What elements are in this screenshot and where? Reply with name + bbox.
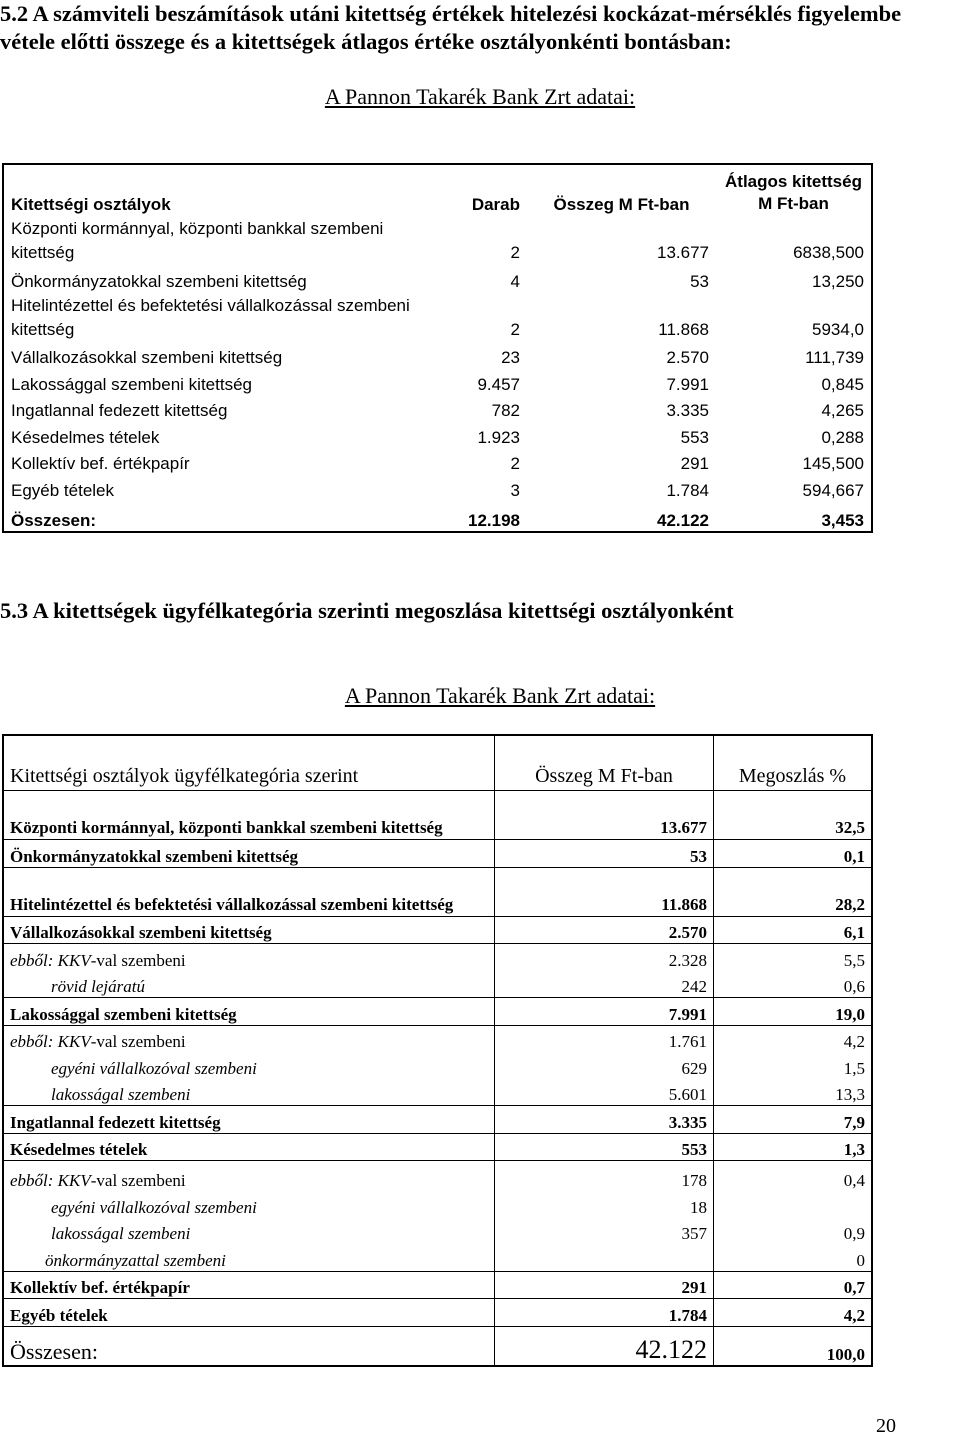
table-header-row [3,735,872,791]
row-label: egyéni vállalkozóval szembeni [3,1052,495,1079]
row-label-rest: -val szembeni [90,950,186,970]
row-amount: 178 [495,1161,714,1192]
row-amount: 18 [495,1191,714,1218]
row-average: 0,845 [821,374,864,394]
row-amount: 1.761 [495,1025,714,1052]
table-row [3,971,872,998]
row-label [3,1025,495,1052]
row-average: 111,739 [805,348,864,367]
row-count: 2 [510,243,520,262]
table-row [3,1244,872,1271]
row-count: 2 [510,319,520,339]
row-share: 19,0 [714,998,873,1026]
row-share: 0,7 [714,1271,873,1299]
section-heading-5-2: 5.2 A számviteli beszámítások utáni kitettség értékek hitelezési kockázat-mérséklés figyelembe vétele előtti összege és a kitettségek átlagos értéke osztályonkénti bontásban: [0,1,902,54]
row-label: Központi kormánnyal, központi bankkal szembeni kitettség [11,219,384,262]
row-label: Késedelmes tételek [11,427,160,447]
row-share [714,1191,873,1218]
total-amount: 42.122 [495,1326,714,1366]
table-row [3,1106,872,1134]
row-amount: 13.677 [657,243,709,262]
table-row [3,1191,872,1218]
page-number: 20 [876,1415,896,1437]
section-subtitle-5-3: A Pannon Takarék Bank Zrt adatai: [344,683,656,708]
row-label: Önkormányzatokkal szembeni kitettség [3,840,495,868]
total-count: 12.198 [468,510,520,530]
row-share: 0,4 [714,1161,873,1192]
row-average: 4,265 [821,401,864,420]
row-label: Központi kormánnyal, központi bankkal szembeni kitettség [3,791,495,840]
row-share: 4,2 [714,1025,873,1052]
row-amount: 291 [680,454,709,473]
row-average: 594,667 [802,480,864,500]
row-average: 6838,500 [793,243,864,262]
row-average: 145,500 [802,454,864,473]
row-amount: 291 [495,1271,714,1299]
row-label: Vállalkozásokkal szembeni kitettség [11,348,283,367]
table-row [3,1025,872,1052]
exposure-by-client-category-table [2,734,873,1367]
row-label-rest: -val szembeni [90,1171,186,1190]
row-count: 2 [510,454,520,473]
row-share: 7,9 [714,1106,873,1134]
row-label: Lakossággal szembeni kitettség [11,374,252,394]
row-amount: 2.570 [666,348,709,367]
total-row [3,1326,872,1366]
row-label-italic: ebből: KKV [10,1171,91,1190]
row-share: 1,5 [714,1052,873,1079]
row-share: 0 [714,1244,873,1271]
col-header-average: Átlagos kitettség M Ft-ban [725,172,862,213]
row-label: Lakossággal szembeni kitettség [3,998,495,1026]
table-row [3,215,872,265]
row-amount: 11.868 [658,319,709,339]
row-share: 0,1 [714,840,873,868]
row-amount: 53 [495,840,714,868]
row-label: Hitelintézettel és befektetési vállalkozással szembeni kitettség [11,295,410,339]
table-row [3,1161,872,1192]
row-count: 9.457 [477,374,520,394]
col-header-amount: Összeg M Ft-ban [495,735,714,791]
row-amount: 1.784 [495,1299,714,1327]
table-row [3,998,872,1026]
row-share: 1,3 [714,1133,873,1161]
row-label [3,944,495,971]
row-amount: 242 [495,971,714,998]
col-header-count: Darab [471,195,520,214]
row-label: Ingatlannal fedezett kitettség [11,401,228,420]
table-row [3,840,872,868]
row-amount: 2.570 [495,916,714,944]
row-share: 4,2 [714,1299,873,1327]
table-row [3,448,872,475]
row-amount: 553 [680,427,709,447]
row-label: Ingatlannal fedezett kitettség [3,1106,495,1134]
row-share: 5,5 [714,944,873,971]
row-amount: 7.991 [666,374,709,394]
total-label: Összesen: [11,510,97,530]
row-label: Vállalkozásokkal szembeni kitettség [3,916,495,944]
row-share: 13,3 [714,1079,873,1106]
table-row [3,1133,872,1161]
row-amount: 3.335 [666,401,709,420]
table-row [3,395,872,422]
row-amount: 2.328 [495,944,714,971]
table-row [3,1052,872,1079]
row-label: Késedelmes tételek [3,1133,495,1161]
table-row [3,292,872,342]
table-row [3,944,872,971]
table-row [3,421,872,448]
row-label: Egyéb tételek [11,480,115,500]
total-average: 3,453 [821,510,864,530]
row-label: lakosságal szembeni [3,1079,495,1106]
row-label: Önkormányzatokkal szembeni kitettség [11,271,307,291]
row-amount: 629 [495,1052,714,1079]
row-amount: 5.601 [495,1079,714,1106]
row-share: 28,2 [714,867,873,916]
row-label: önkormányzattal szembeni [3,1244,495,1271]
table-row [3,265,872,292]
col-header-share: Megoszlás % [714,735,873,791]
row-share: 0,9 [714,1218,873,1245]
row-amount: 1.784 [666,480,709,500]
row-share: 6,1 [714,916,873,944]
exposure-by-class-table [2,163,873,533]
row-amount: 11.868 [495,867,714,916]
table-row [3,1299,872,1327]
row-label: Kollektív bef. értékpapír [3,1271,495,1299]
col-header-class: Kitettségi osztályok [11,195,171,214]
table-row [3,368,872,395]
row-count: 23 [501,348,520,367]
row-label-rest: -val szembeni [90,1032,186,1051]
row-amount: 553 [495,1133,714,1161]
row-label: Kollektív bef. értékpapír [11,454,190,473]
table-row [3,342,872,369]
row-count: 3 [510,480,520,500]
total-share: 100,0 [714,1326,873,1366]
table-row [3,474,872,501]
row-label [3,1161,495,1192]
total-row [3,501,872,532]
row-average: 13,250 [812,271,864,291]
table-header-row [3,164,872,215]
section-subtitle-5-2: A Pannon Takarék Bank Zrt adatai: [324,84,636,109]
row-label: Egyéb tételek [3,1299,495,1327]
col-header-category: Kitettségi osztályok ügyfélkategória szerint [3,735,495,791]
row-label: lakosságal szembeni [3,1218,495,1245]
row-count: 1.923 [477,427,520,447]
row-amount: 7.991 [495,998,714,1026]
row-share: 32,5 [714,791,873,840]
row-amount: 357 [495,1218,714,1245]
row-amount: 13.677 [495,791,714,840]
total-amount: 42.122 [657,510,709,530]
table-row [3,1271,872,1299]
table-row [3,1079,872,1106]
row-label-italic: ebből: KKV [10,1032,91,1051]
table-row [3,791,872,840]
row-share: 0,6 [714,971,873,998]
row-label-italic: ebből: KKV [10,950,91,970]
row-label: Hitelintézettel és befektetési vállalkozással szembeni kitettség [3,867,495,916]
row-amount: 3.335 [495,1106,714,1134]
table-row [3,1218,872,1245]
col-header-amount: Összeg M Ft-ban [553,195,690,214]
row-label: rövid lejáratú [3,971,495,998]
section-heading-5-3: 5.3 A kitettségek ügyfélkategória szerinti megoszlása kitettségi osztályonként [0,598,734,623]
table-row [3,916,872,944]
total-label: Összesen: [3,1326,495,1366]
row-amount [495,1244,714,1271]
row-average: 5934,0 [812,319,864,339]
row-count: 4 [510,271,520,291]
row-count: 782 [491,401,520,420]
row-average: 0,288 [821,427,864,447]
row-amount: 53 [690,271,709,291]
row-label: egyéni vállalkozóval szembeni [3,1191,495,1218]
table-row [3,867,872,916]
